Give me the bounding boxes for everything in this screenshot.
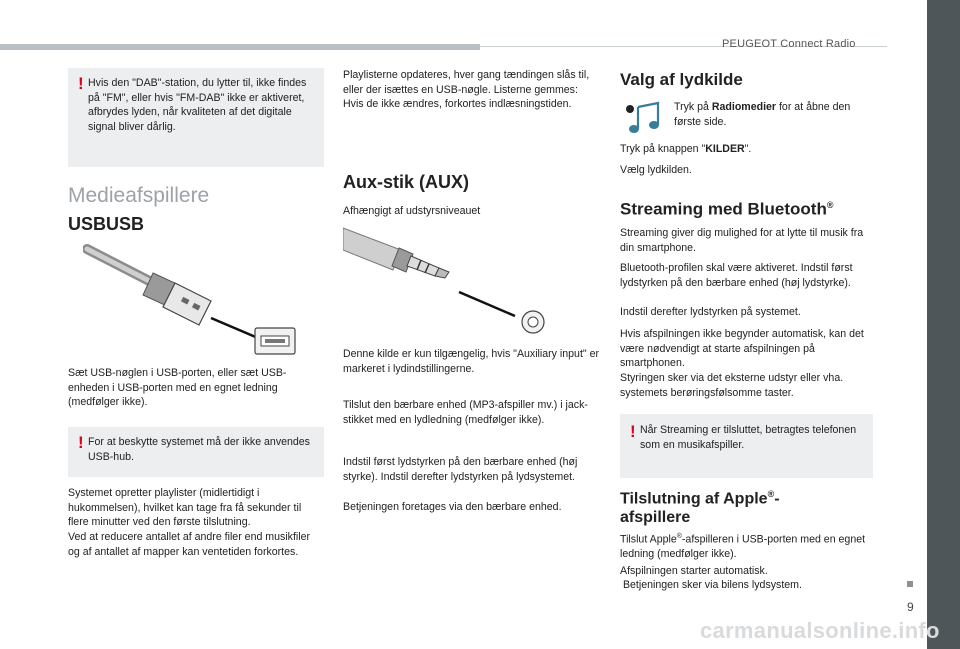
press-radiomedier-text: Tryk på Radiomedier for at åbne den første side. <box>674 101 851 128</box>
section-title: Medieafspillere <box>68 184 210 207</box>
aux-dependent-text: Afhængigt af udstyrsniveauet <box>343 205 481 217</box>
reduce-text: Ved at reducere antallet af andre filer end musikfiler og af antallet af mapper kan ventetiden forkortes. <box>68 531 311 558</box>
bt-text-3a: Hvis afspilningen ikke begynder automatisk, kan det være nødvendigt at starte afspilningen på smartphonen. <box>620 328 864 370</box>
right-sidebar <box>927 0 960 649</box>
aux-jack-illustration <box>343 222 558 337</box>
aux-control-text: Betjeningen foretages via den bærbare enhed. <box>343 501 562 513</box>
aux-title: Aux-stik (AUX) <box>343 172 470 192</box>
usb-hub-warning-box <box>68 427 324 477</box>
bt-text-1: Streaming giver dig mulighed for at lytte til musik fra din smartphone. <box>620 227 864 254</box>
usb-plug-icon <box>87 249 211 325</box>
apple-text-1: Tilslut Apple®-afspilleren i USB-porten med en egnet ledning (medfølger ikke). <box>620 533 866 561</box>
page-mark <box>907 581 913 587</box>
press-kilder-text: Tryk på knappen "KILDER". <box>620 143 752 155</box>
dab-warning-box <box>68 68 324 167</box>
watermark: carmanualsonline.info <box>700 618 940 643</box>
usb-port-icon <box>255 328 295 354</box>
usb-hub-warning-text: For at beskytte systemet må der ikke anvendes USB-hub. <box>88 436 310 463</box>
dab-warning-text: Hvis den "DAB"-station, du lytter til, ikke findes på "FM", eller hvis "FM-DAB" ikke er aktiveret, afbrydes lyden, når kvaliteten af det digitale signal bliver dårlig. <box>88 77 307 133</box>
aux-connect-text: Tilslut den bærbare enhed (MP3-afspiller mv.) i jack-stikket med en lydledning (medfølger ikke). <box>343 399 588 426</box>
bt-text-2a: Bluetooth-profilen skal være aktiveret. Indstil først lydstyrken på den bærbare enhed (høj lydstyrke). <box>620 262 853 289</box>
apple-text-2: Afspilningen starter automatisk. <box>620 565 768 577</box>
usb-plug-illustration <box>83 243 298 358</box>
choose-source-text: Vælg lydkilden. <box>620 164 692 176</box>
aux-volume-text: Indstil først lydstyrken på den bærbare enhed (høj styrke). Indstil derefter lydstyrken på lydsystemet. <box>343 456 578 483</box>
page-number: 9 <box>907 600 914 614</box>
usb-text: Sæt USB-nøglen i USB-porten, eller sæt USB-enheden i USB-porten med en egnet ledning (medfølger ikke). <box>68 367 287 409</box>
header-title: PEUGEOT Connect Radio <box>722 38 856 50</box>
jack-plug-icon <box>343 228 449 278</box>
warning-icon: ! <box>630 422 636 441</box>
aux-available-text: Denne kilde er kun tilgængelig, hvis "Auxiliary input" er markeret i lydindstillingerne. <box>343 348 600 375</box>
warning-icon: ! <box>78 74 84 93</box>
bluetooth-title: Streaming med Bluetooth® <box>620 199 834 219</box>
music-note-icon <box>624 101 662 135</box>
source-title: Valg af lydkilde <box>620 70 743 89</box>
bt-text-3b: Styringen sker via det eksterne udstyr eller vha. systemets berøringsfølsomme taster. <box>620 372 844 399</box>
playlist-update-text: Playlisterne opdateres, hver gang tændingen slås til, eller der isættes en USB-nøgle. Listerne gemmes: Hvis de ikke ændres, forkortes indlæsningstiden. <box>343 69 590 111</box>
aux-socket-icon <box>522 311 544 333</box>
apple-title: Tilslutning af Apple®- afspillere <box>620 489 780 527</box>
streaming-warning-box <box>620 414 873 478</box>
bt-text-2b: Indstil derefter lydstyrken på systemet. <box>620 306 801 318</box>
streaming-warning-text: Når Streaming er tilsluttet, betragtes telefonen som en musikafspiller. <box>640 424 857 451</box>
warning-icon: ! <box>78 433 84 452</box>
apple-text-3: Betjeningen sker via bilens lydsystem. <box>620 579 802 591</box>
header-bar <box>0 44 480 50</box>
playlist-text: Systemet opretter playlister (midlertidigt i hukommelsen), hvilket kan tage fra få sekunder til flere minutter ved den første tilslutning. <box>68 487 302 529</box>
usb-title: USBUSB <box>68 214 145 234</box>
